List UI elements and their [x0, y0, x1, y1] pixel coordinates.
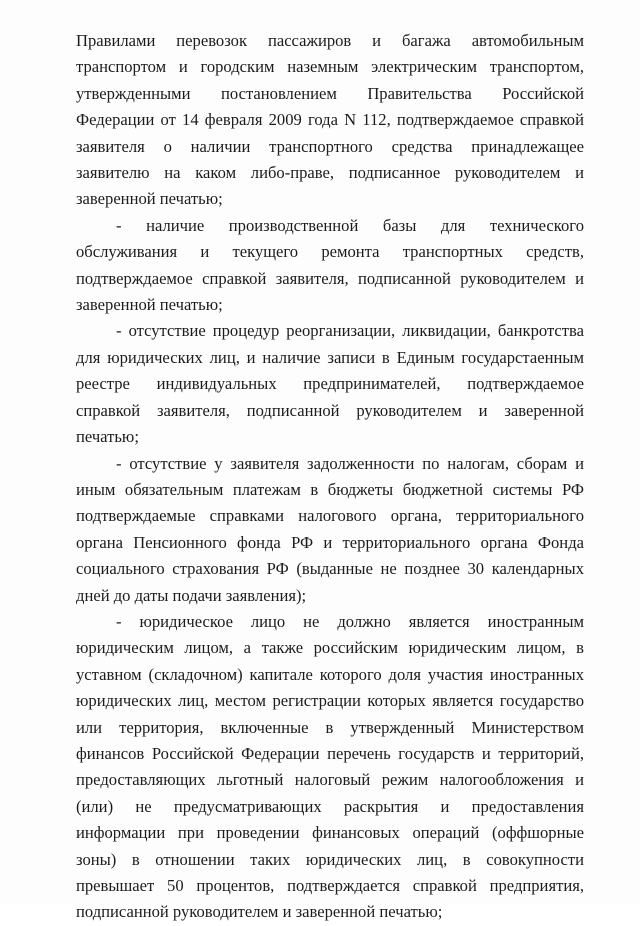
paragraph-production-base: - наличие производственной базы для технического обслуживания и текущего ремонта транспортных средств, подтверждаемое справкой заявителя, подписанной руководителем и заверенной печатью;	[76, 215, 584, 315]
paragraph-foreign-entity: - юридическое лицо не должно является иностранным юридическим лицом, а также российским юридическим лицом, в уставном (складочном) капитале которого доля участия иностранных юридических лиц, местом регистрации которых является государство или территория, включенные в утвержденный Министерством финансов Российской Федерации перечень государств и территорий, предоставляющих льготный налоговый режим налогообложения и (или) не предусматривающих раскрытия и предоставления информации при проведении финансовых операций (оффшорные зоны) в отношении таких юридических лиц, в совокупности превышает 50 процентов, подтверждается справкой предприятия, подписанной руководителем и заверенной печатью;	[76, 611, 584, 922]
paragraph-no-tax-debt: - отсутствие у заявителя задолженности по налогам, сборам и иным обязательным платежам в бюджеты бюджетной системы РФ подтверждаемые справками налогового органа, территориального органа Пенсионного фонда РФ и территориального органа Фонда социального страхования РФ (выданные не позднее 30 календарных дней до даты подачи заявления);	[76, 453, 584, 605]
paragraph-continuation: Правилами перевозок пассажиров и багажа автомобильным транспортом и городским наземным электрическим транспортом, утвержденными постановлением Правительства Российской Федерации от 14 февраля 2009 года N 112, подтверждаемое справкой заявителя о наличии транспортного средства принадлежащее заявителю на каком либо-праве, подписанное руководителем и заверенной печатью;	[76, 31, 584, 209]
document-body	[76, 28, 584, 926]
paragraph-no-reorganization: - отсутствие процедур реорганизации, ликвидации, банкротства для юридических лиц, и наличие записи в Единым государстаенным реестре индивидуальных предпринимателей, подтверждаемое справкой заявителя, подписанной руководителем и заверенной печатью;	[76, 321, 584, 447]
